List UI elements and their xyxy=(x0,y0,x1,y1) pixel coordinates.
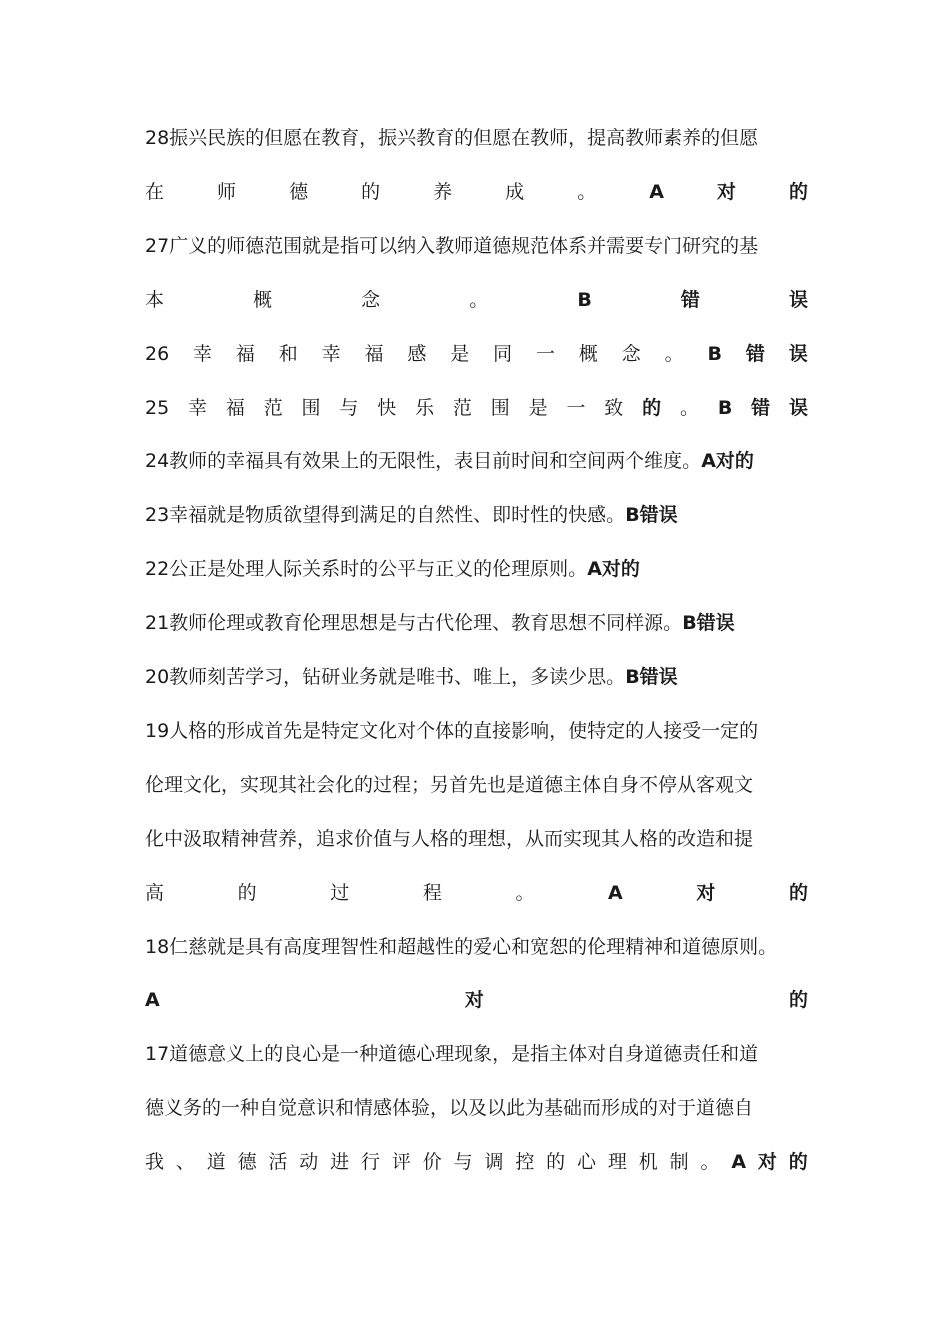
text-line xyxy=(145,393,808,423)
text-token: 。 xyxy=(515,881,535,904)
text-token: 活 xyxy=(268,1151,288,1174)
text-token: 养 xyxy=(433,180,453,203)
text-token: 制 xyxy=(669,1151,689,1174)
text-token: 概 xyxy=(253,288,273,311)
text-token: 过 xyxy=(330,881,350,904)
text-token: 对 xyxy=(757,1151,777,1174)
text-token: 在 xyxy=(145,180,165,203)
text-token: 围 xyxy=(490,396,510,419)
line-text: 20教师刻苦学习，钻研业务就是唯书、唯上，多读少思。 xyxy=(145,666,626,688)
text-token: 的 xyxy=(546,1151,566,1174)
text-token: 福 xyxy=(235,342,255,365)
text-token: 的 xyxy=(788,1151,808,1174)
text-token: 误 xyxy=(788,288,808,311)
text-line xyxy=(145,1147,808,1177)
text-token: 的 xyxy=(788,881,808,904)
text-token: 一 xyxy=(536,342,556,365)
text-token: 控 xyxy=(515,1151,535,1174)
text-line xyxy=(145,231,808,261)
text-token: 与 xyxy=(453,1151,473,1174)
text-token: 福 xyxy=(364,342,384,365)
text-token: 致 xyxy=(604,396,624,419)
text-token: 是 xyxy=(450,342,470,365)
text-token: 动 xyxy=(299,1151,319,1174)
text-token: 评 xyxy=(391,1151,411,1174)
text-token: 道 xyxy=(206,1151,226,1174)
text-token: 感 xyxy=(407,342,427,365)
text-token: 调 xyxy=(484,1151,504,1174)
line-text: 德义务的一种自觉意识和情感体验，以及以此为基础而形成的对于道德自 xyxy=(145,1097,754,1120)
line-text: 24教师的幸福具有效果上的无限性，表目前时间和空间两个维度。 xyxy=(145,450,702,473)
text-token: 和 xyxy=(278,342,298,365)
line-text: 27广义的师德范围就是指可以纳入教师道德规范体系并需要专门研究的基 xyxy=(145,234,759,257)
text-token: 误 xyxy=(788,342,808,365)
text-token: 是 xyxy=(528,396,548,419)
text-token: 念 xyxy=(361,288,381,311)
text-token: 德 xyxy=(237,1151,257,1174)
text-token: 一 xyxy=(566,396,586,419)
text-token: 的 xyxy=(237,881,257,904)
line-text: 21教师伦理或教育伦理思想是与古代伦理、教育思想不同样源。 xyxy=(145,612,683,635)
text-token: 。 xyxy=(577,180,597,203)
answer-label: B错误 xyxy=(625,504,678,527)
text-token: 德 xyxy=(289,180,309,203)
text-token: 对 xyxy=(716,180,736,203)
text-line xyxy=(145,1093,808,1123)
text-line xyxy=(145,339,808,369)
line-text: 22公正是处理人际关系时的公平与正义的伦理原则。 xyxy=(145,558,588,581)
line-text: 28振兴民族的但愿在教育，振兴教育的但愿在教师，提高教师素养的但愿 xyxy=(145,127,759,149)
text-token: 心 xyxy=(577,1151,597,1174)
text-line xyxy=(145,716,808,746)
text-token: 。 xyxy=(700,1151,720,1174)
text-token: 本 xyxy=(145,288,165,311)
text-token: 。 xyxy=(679,396,699,419)
line-text: 18仁慈就是具有高度理智性和超越性的爱心和宽恕的伦理精神和道德原则。 xyxy=(145,935,778,958)
text-token: 同 xyxy=(493,342,513,365)
text-token: A xyxy=(608,881,623,904)
text-token: 的 xyxy=(361,180,381,203)
line-text: 伦理文化，实现其社会化的过程；另首先也是道德主体自身不停从客观文 xyxy=(145,773,754,796)
text-token: 的 xyxy=(642,396,662,419)
text-line xyxy=(145,985,808,1015)
text-line xyxy=(145,123,808,153)
line-text: 17道德意义上的良心是一种道德心理现象，是指主体对自身道德责任和道 xyxy=(145,1043,759,1066)
text-line xyxy=(145,500,808,530)
text-token: 进 xyxy=(330,1151,350,1174)
text-token: 。 xyxy=(664,342,684,365)
text-token: 的 xyxy=(788,180,808,203)
text-token: 我 xyxy=(145,1151,165,1174)
text-line xyxy=(145,177,808,207)
text-token: 对 xyxy=(696,881,716,904)
text-token: 师 xyxy=(217,180,237,203)
text-token: 范 xyxy=(452,396,472,419)
text-token: 幸 xyxy=(321,342,341,365)
text-token: 围 xyxy=(301,396,321,419)
text-token: 机 xyxy=(638,1151,658,1174)
text-token: 错 xyxy=(745,342,765,365)
text-line xyxy=(145,554,808,584)
text-token: 。 xyxy=(469,288,489,311)
text-token: B xyxy=(707,342,723,365)
text-token: 对 xyxy=(464,989,484,1012)
line-text: 化中汲取精神营养，追求价值与人格的理想，从而实现其人格的改造和提 xyxy=(145,827,754,850)
line-text: 19人格的形成首先是特定文化对个体的直接影响，使特定的人接受一定的 xyxy=(145,719,759,742)
text-token: B xyxy=(577,288,592,311)
text-token: B xyxy=(717,396,733,419)
text-token: 幸 xyxy=(193,342,213,365)
text-line xyxy=(145,662,808,692)
text-line xyxy=(145,770,808,800)
text-token: 概 xyxy=(578,342,598,365)
answer-label: B错误 xyxy=(625,666,678,688)
text-token: 范 xyxy=(263,396,283,419)
text-line xyxy=(145,446,808,476)
text-token: 25 xyxy=(145,396,170,419)
text-token: 理 xyxy=(607,1151,627,1174)
text-line xyxy=(145,932,808,962)
text-token: 快 xyxy=(377,396,397,419)
text-token: 26 xyxy=(145,342,170,365)
text-token: 与 xyxy=(339,396,359,419)
text-token: 乐 xyxy=(415,396,435,419)
answer-label: A对的 xyxy=(701,450,754,473)
text-token: 念 xyxy=(621,342,641,365)
text-token: 福 xyxy=(225,396,245,419)
text-line xyxy=(145,608,808,638)
text-token: 的 xyxy=(788,989,808,1012)
text-line xyxy=(145,824,808,854)
text-token: 错 xyxy=(751,396,771,419)
text-token: 误 xyxy=(788,396,808,419)
text-token: 程 xyxy=(422,881,442,904)
text-line xyxy=(145,1039,808,1069)
text-token: 高 xyxy=(145,881,165,904)
text-line xyxy=(145,878,808,908)
line-text: 23幸福就是物质欲望得到满足的自然性、即时性的快感。 xyxy=(145,504,626,527)
text-token: 错 xyxy=(680,288,700,311)
answer-label: B错误 xyxy=(682,612,735,635)
text-token: A xyxy=(145,989,160,1012)
text-token: 行 xyxy=(361,1151,381,1174)
text-token: A xyxy=(649,180,664,203)
text-token: 价 xyxy=(422,1151,442,1174)
answer-label: A对的 xyxy=(587,558,640,581)
text-token: 、 xyxy=(175,1151,195,1174)
text-token: 成 xyxy=(505,180,525,203)
text-line xyxy=(145,285,808,315)
text-token: A xyxy=(731,1151,747,1174)
text-token: 幸 xyxy=(188,396,208,419)
